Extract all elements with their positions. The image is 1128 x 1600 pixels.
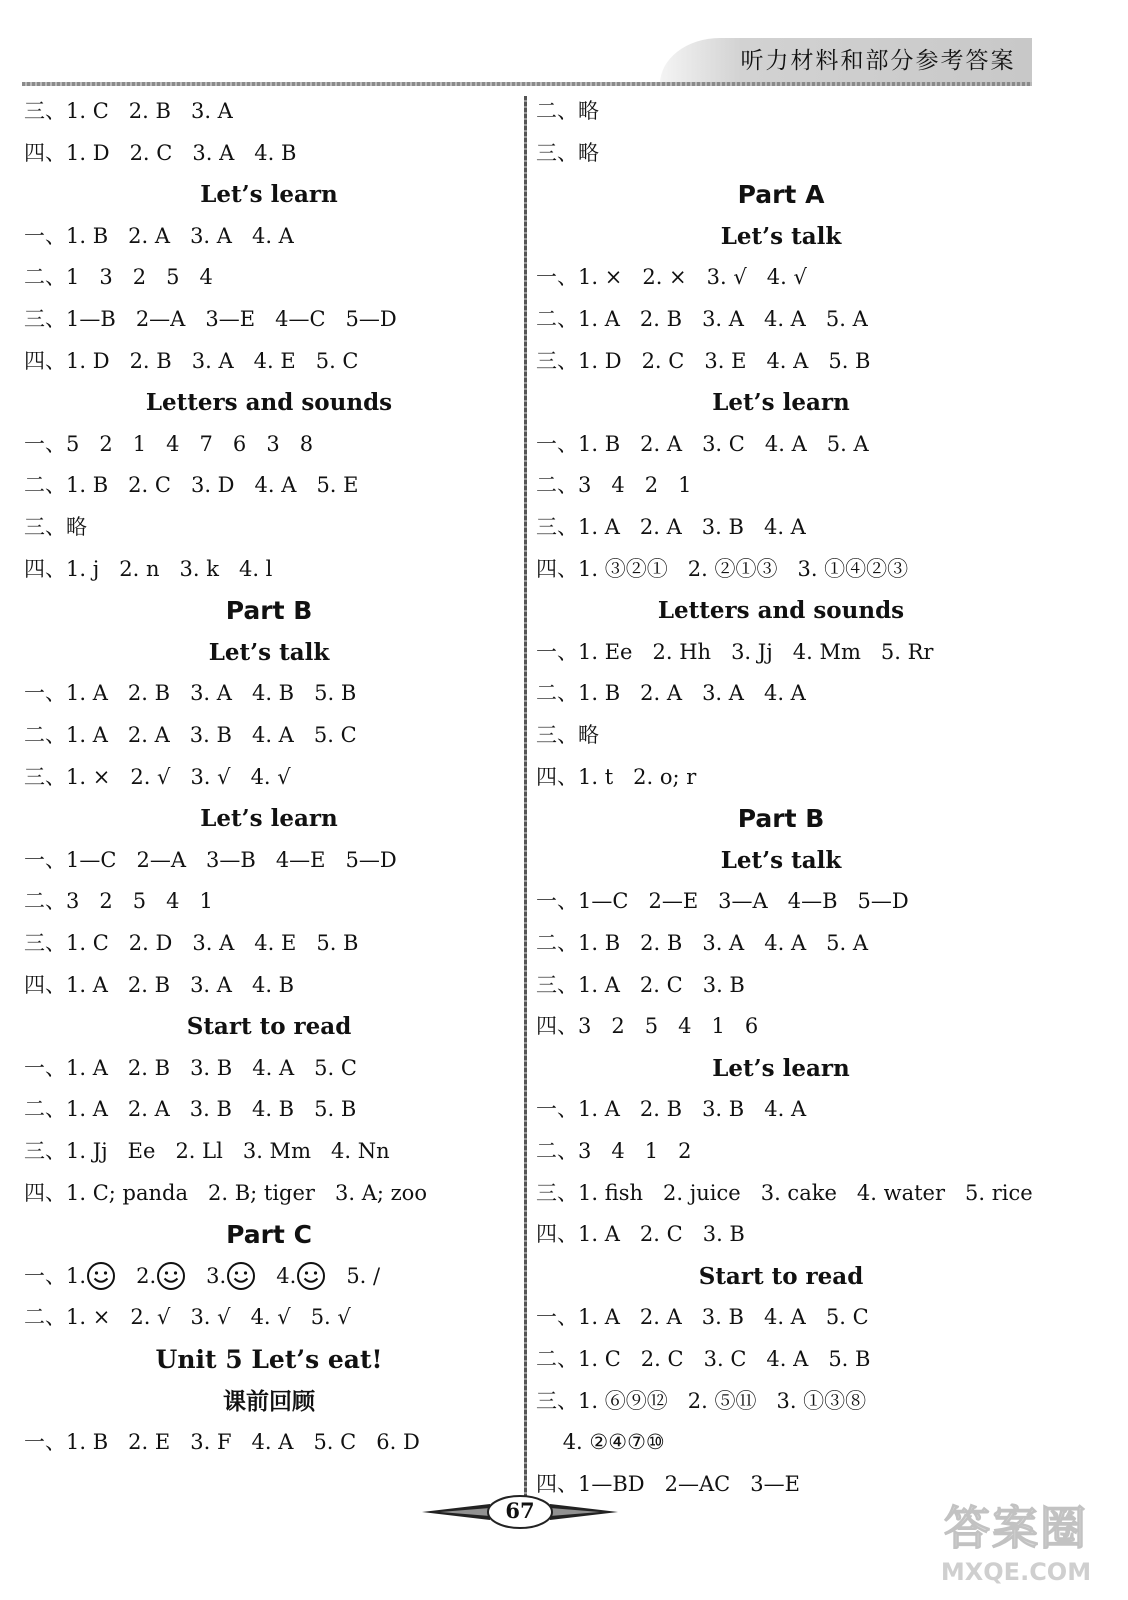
right-answer-line: 三、略 bbox=[536, 140, 599, 165]
left-answer-line: 二、1. A 2. A 3. B 4. A 5. C bbox=[24, 723, 357, 747]
right-answer-line: 三、1. fish 2. juice 3. cake 4. water 5. rice bbox=[536, 1180, 1033, 1205]
column-divider bbox=[524, 96, 527, 1516]
right-answer-line: 四、1. ③②① 2. ②①③ 3. ①④②③ bbox=[536, 556, 909, 581]
right-answer-line: 三、1. D 2. C 3. E 4. A 5. B bbox=[536, 348, 871, 373]
right-section-heading: Let’s learn bbox=[712, 389, 850, 417]
smiley-face-icon bbox=[156, 1261, 186, 1291]
right-answer-line: 二、1. C 2. C 3. C 4. A 5. B bbox=[536, 1347, 871, 1371]
answer-prefix: 一、 bbox=[24, 1263, 66, 1288]
left-answer-line: 三、略 bbox=[24, 515, 87, 539]
header-rule bbox=[22, 82, 1032, 86]
left-section-heading: Let’s learn bbox=[200, 805, 338, 833]
left-section-unit: Unit 5 Let’s eat! bbox=[155, 1345, 383, 1374]
left-answer-line: 二、1. A 2. A 3. B 4. B 5. B bbox=[24, 1097, 357, 1122]
right-answer-line: 一、1. Ee 2. Hh 3. Jj 4. Mm 5. Rr bbox=[536, 639, 934, 664]
right-answer-line: 一、1. × 2. × 3. √ 4. √ bbox=[536, 265, 807, 290]
right-answer-line: 三、1. A 2. C 3. B bbox=[536, 972, 745, 997]
watermark-logo: 答案圈 bbox=[944, 1501, 1088, 1555]
left-answer-line: 三、1—B 2—A 3—E 4—C 5—D bbox=[24, 307, 397, 331]
right-answer-line: 二、1. B 2. B 3. A 4. A 5. A bbox=[536, 931, 869, 955]
answer-number: 1. bbox=[66, 1263, 87, 1288]
right-answer-line: 一、1—C 2—E 3—A 4—B 5—D bbox=[536, 889, 909, 914]
left-answer-line: 二、1 3 2 5 4 bbox=[24, 265, 213, 290]
right-section-part: Part A bbox=[737, 180, 825, 210]
left-answer-line: 一、5 2 1 4 7 6 3 8 bbox=[24, 431, 314, 456]
left-answer-line: 一、1. A 2. B 3. A 4. B 5. B bbox=[24, 681, 357, 706]
left-section-heading: Let’s learn bbox=[200, 181, 338, 209]
answer-number: 2. bbox=[136, 1263, 157, 1288]
left-answer-line: 三、1. × 2. √ 3. √ 4. √ bbox=[24, 764, 291, 789]
smiley-face-icon bbox=[226, 1261, 256, 1291]
right-answer-line: 一、1. A 2. A 3. B 4. A 5. C bbox=[536, 1305, 869, 1330]
right-answer-line: 三、1. A 2. A 3. B 4. A bbox=[536, 515, 806, 539]
left-answer-line-smileys bbox=[24, 1261, 380, 1291]
left-answer-line: 一、1—C 2—A 3—B 4—E 5—D bbox=[24, 847, 397, 872]
left-answer-line: 四、1. j 2. n 3. k 4. l bbox=[24, 556, 273, 581]
left-answer-line: 四、1. D 2. C 3. A 4. B bbox=[24, 140, 297, 165]
left-answer-line: 一、1. B 2. A 3. A 4. A bbox=[24, 223, 294, 248]
right-section-heading: Letters and sounds bbox=[657, 597, 905, 625]
left-section-heading: Let’s talk bbox=[208, 638, 330, 666]
right-section-heading: Start to read bbox=[698, 1262, 864, 1290]
left-answer-line: 四、1. A 2. B 3. A 4. B bbox=[24, 972, 295, 997]
right-answer-line: 三、略 bbox=[536, 723, 599, 747]
right-answer-line: 二、3 4 2 1 bbox=[536, 473, 692, 498]
left-answer-line: 四、1. C; panda 2. B; tiger 3. A; zoo bbox=[24, 1180, 427, 1205]
header-title: 听力材料和部分参考答案 bbox=[740, 48, 1016, 74]
right-answer-line: 二、略 bbox=[536, 99, 599, 123]
left-answer-line: 一、1. A 2. B 3. B 4. A 5. C bbox=[24, 1055, 357, 1080]
watermark-site: MXQE.COM bbox=[940, 1558, 1092, 1586]
right-answer-line: 二、3 4 1 2 bbox=[536, 1139, 692, 1163]
left-section-part: Part C bbox=[226, 1220, 312, 1250]
watermark bbox=[928, 1500, 1104, 1592]
right-section-heading: Let’s talk bbox=[720, 222, 842, 250]
left-answer-line: 三、1. Jj Ee 2. Ll 3. Mm 4. Nn bbox=[24, 1139, 390, 1163]
right-answer-line: 四、3 2 5 4 1 6 bbox=[536, 1014, 759, 1039]
right-answer-line: 二、1. A 2. B 3. A 4. A 5. A bbox=[536, 307, 868, 331]
left-section-heading: Start to read bbox=[186, 1013, 352, 1041]
answer-number: 3. bbox=[206, 1263, 227, 1288]
left-answer-line: 二、1. × 2. √ 3. √ 4. √ 5. √ bbox=[24, 1305, 351, 1330]
right-answer-line: 四、1. A 2. C 3. B bbox=[536, 1222, 745, 1247]
answer-tail: 5. / bbox=[346, 1263, 381, 1288]
left-section-heading: Letters and sounds bbox=[145, 389, 393, 417]
smiley-face-icon bbox=[296, 1261, 326, 1291]
left-answer-line: 三、1. C 2. D 3. A 4. E 5. B bbox=[24, 931, 359, 955]
left-answer-line: 二、1. B 2. C 3. D 4. A 5. E bbox=[24, 473, 359, 498]
smiley-face-icon bbox=[86, 1261, 116, 1291]
right-answer-line: 四、1—BD 2—AC 3—E bbox=[536, 1471, 800, 1496]
right-answer-line: 4. ②④⑦⑩ bbox=[536, 1430, 665, 1455]
left-section-part: Part B bbox=[225, 596, 313, 626]
page-number: 67 bbox=[505, 1498, 535, 1523]
right-answer-line: 一、1. B 2. A 3. C 4. A 5. A bbox=[536, 431, 869, 456]
right-section-part: Part B bbox=[737, 804, 825, 834]
right-answer-line: 二、1. B 2. A 3. A 4. A bbox=[536, 681, 806, 706]
left-answer-line: 四、1. D 2. B 3. A 4. E 5. C bbox=[24, 348, 359, 373]
left-answer-line: 一、1. B 2. E 3. F 4. A 5. C 6. D bbox=[24, 1430, 420, 1455]
left-answer-line: 三、1. C 2. B 3. A bbox=[24, 99, 233, 123]
left-answer-line: 二、3 2 5 4 1 bbox=[24, 889, 213, 914]
right-section-heading: Let’s learn bbox=[712, 1054, 850, 1082]
right-answer-line: 三、1. ⑥⑨⑫ 2. ⑤⑪ 3. ①③⑧ bbox=[536, 1388, 867, 1413]
right-section-heading: Let’s talk bbox=[720, 846, 842, 874]
left-section-heading: 课前回顾 bbox=[223, 1387, 315, 1415]
right-answer-line: 一、1. A 2. B 3. B 4. A bbox=[536, 1097, 807, 1122]
answer-number: 4. bbox=[276, 1263, 297, 1288]
right-answer-line: 四、1. t 2. o; r bbox=[536, 764, 697, 789]
